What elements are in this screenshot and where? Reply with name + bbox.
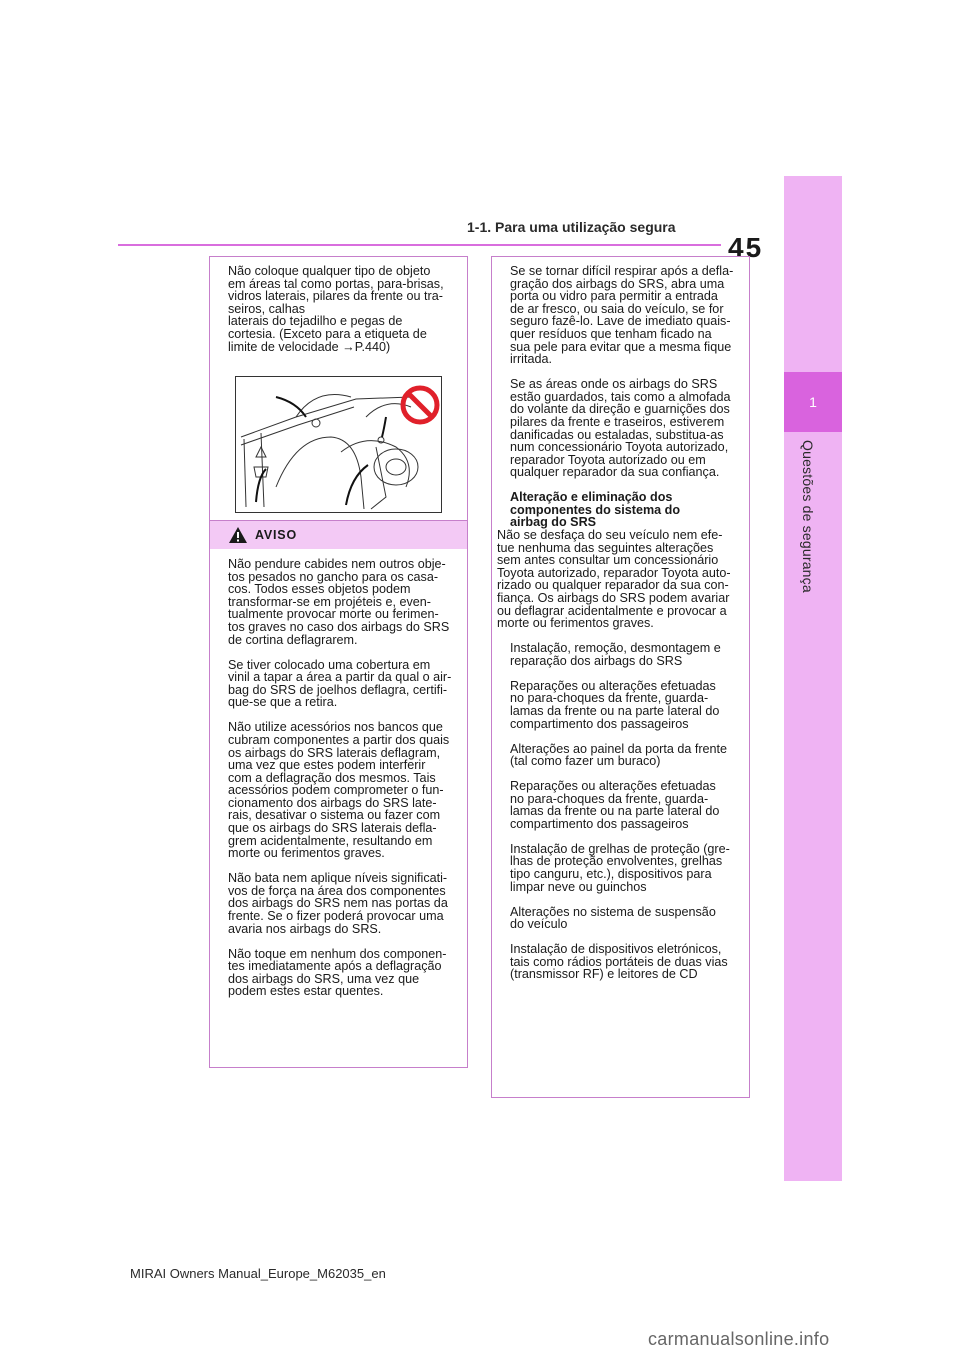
text-line: lamas da frente ou na parte lateral do bbox=[510, 703, 720, 718]
text-line: reparador Toyota autorizado ou em bbox=[510, 452, 706, 467]
text-line: sem antes consultar um concessionário bbox=[497, 553, 719, 568]
interior-drawing-icon bbox=[236, 377, 441, 512]
text-line: Não utilize acessórios nos bancos que bbox=[228, 720, 443, 735]
text-line: em áreas tal como portas, para-brisas, bbox=[228, 276, 444, 291]
text-line: morte ou ferimentos graves. bbox=[228, 846, 385, 861]
text-line: frente. Se o fizer poderá provocar uma bbox=[228, 909, 444, 924]
text-line: no para-choques da frente, guarda- bbox=[510, 691, 709, 706]
warning-paragraph bbox=[228, 659, 451, 709]
text-line: tue nenhuma das seguintes alterações bbox=[497, 540, 714, 555]
text-line: irritada. bbox=[510, 352, 552, 367]
text-line: compartimento dos passageiros bbox=[510, 716, 689, 731]
text-line: airbag do SRS bbox=[510, 515, 597, 530]
text-line: fiança. Os airbags do SRS podem avariar bbox=[497, 591, 730, 606]
text-line: morte ou ferimentos graves. bbox=[497, 616, 654, 631]
warning-paragraph bbox=[228, 948, 451, 998]
chapter-side-tab bbox=[784, 176, 842, 1181]
text-line: do veículo bbox=[510, 917, 568, 932]
text-line: podem estes estar quentes. bbox=[228, 984, 384, 999]
modification-paragraph bbox=[497, 529, 733, 630]
text-line: num concessionário Toyota autorizado, bbox=[510, 440, 729, 455]
text-line: Alterações no sistema de suspensão bbox=[510, 904, 716, 919]
text-line: ou deflagrar acidentalmente e provocar a bbox=[497, 603, 727, 618]
modification-list-item bbox=[510, 906, 733, 931]
text-line: tualmente provocar morte ou ferimen- bbox=[228, 607, 439, 622]
text-line: grem acidentalmente, resultando em bbox=[228, 833, 433, 848]
text-line: tipo canguru, etc.), dispositivos para bbox=[510, 867, 712, 882]
text-line: Instalação de grelhas de proteção (gre- bbox=[510, 841, 730, 856]
text-line: dos airbags do SRS, uma vez que bbox=[228, 971, 420, 986]
text-line: bag do SRS de joelhos deflagra, certifi- bbox=[228, 682, 448, 697]
text-line: Não bata nem aplique níveis significati- bbox=[228, 871, 448, 886]
text-line: estão guardados, tais como a almofada bbox=[510, 389, 731, 404]
text-line: no para-choques da frente, guarda- bbox=[510, 791, 709, 806]
chapter-number-tab: 1 bbox=[784, 372, 842, 432]
page-number: 45 bbox=[728, 232, 764, 263]
text-line: lhas de proteção envolventes, grelhas bbox=[510, 854, 723, 869]
text-line: danificadas ou estaladas, substitua-as bbox=[510, 427, 724, 442]
modification-list-item bbox=[510, 843, 733, 893]
text-line: Não pendure cabides nem outros obje- bbox=[228, 557, 446, 571]
text-line: que-se que a retira. bbox=[228, 695, 338, 710]
text-line: Alterações ao painel da porta da frente bbox=[510, 741, 728, 756]
text-line: Instalação, remoção, desmontagem e bbox=[510, 641, 721, 656]
damage-paragraph bbox=[510, 378, 733, 479]
chapter-title: Questões de segurança bbox=[800, 440, 816, 593]
modification-list-item bbox=[510, 743, 733, 768]
modification-list-item bbox=[510, 943, 733, 981]
text-line: tes imediatamente após a deflagração bbox=[228, 959, 442, 974]
text-line: cos. Todos esses objetos podem bbox=[228, 582, 411, 597]
text-line: acessórios podem comprometer o fun- bbox=[228, 783, 444, 798]
warning-header-bar bbox=[210, 521, 467, 549]
text-line: laterais do tejadilho e pegas de bbox=[228, 314, 403, 329]
text-line: Não toque em nenhum dos componen- bbox=[228, 946, 447, 961]
text-line: porta ou vidro para permitir a entrada bbox=[510, 289, 718, 304]
text-line: cubram componentes a partir dos quais bbox=[228, 732, 450, 747]
text-line: vos de força na área dos componentes bbox=[228, 883, 446, 898]
text-line: lamas da frente ou na parte lateral do bbox=[510, 804, 720, 819]
text-line: limite de velocidade →P.440) bbox=[228, 339, 391, 354]
text-line: seguro fazê-lo. Lave de imediato quais- bbox=[510, 314, 731, 329]
text-line: quer resíduos que tenham ficado na bbox=[510, 326, 712, 341]
text-line: avaria nos airbags do SRS. bbox=[228, 921, 382, 936]
manual-footer: MIRAI Owners Manual_Europe_M62035_en bbox=[130, 1266, 386, 1281]
text-line: Instalação de dispositivos eletrónicos, bbox=[510, 942, 722, 957]
text-line: gração dos airbags do SRS, abra uma bbox=[510, 276, 725, 291]
text-line: (tal como fazer um buraco) bbox=[510, 754, 661, 769]
text-line: sua pele para evitar que a mesma fique bbox=[510, 339, 732, 354]
text-line: tos pesados no gancho para os casa- bbox=[228, 569, 439, 584]
warning-label: AVISO bbox=[255, 528, 297, 542]
text-line: (transmissor RF) e leitores de CD bbox=[510, 967, 698, 982]
breathing-paragraph bbox=[510, 265, 733, 366]
text-line: tos graves no caso dos airbags do SRS bbox=[228, 619, 450, 634]
text-line: Se tiver colocado uma cobertura em bbox=[228, 657, 431, 672]
text-line: do volante da direção e guarnições dos bbox=[510, 402, 730, 417]
text-line: Não coloque qualquer tipo de objeto bbox=[228, 264, 431, 278]
modification-subheading bbox=[510, 491, 733, 529]
text-line: qualquer reparador da sua confiança. bbox=[510, 465, 720, 480]
text-line: pilares da frente e traseiros, estiverem bbox=[510, 414, 725, 429]
text-line: rizado ou qualquer reparador da sua con- bbox=[497, 578, 729, 593]
text-line: uma vez que estes podem interferir bbox=[228, 758, 426, 773]
text-line: cionamento dos airbags do SRS late- bbox=[228, 795, 437, 810]
warning-triangle-icon bbox=[228, 526, 248, 544]
text-line: de cortina deflagrarem. bbox=[228, 632, 358, 647]
text-line: cortesia. (Exceto para a etiqueta de bbox=[228, 326, 427, 341]
text-line: Reparações ou alterações efetuadas bbox=[510, 779, 716, 794]
warning-paragraph bbox=[228, 721, 451, 860]
text-line: componentes do sistema do bbox=[510, 502, 681, 517]
intro-paragraph bbox=[228, 265, 444, 353]
text-line: seiros, calhas bbox=[228, 301, 305, 316]
text-line: Não se desfaça do seu veículo nem efe- bbox=[497, 528, 723, 543]
warning-paragraph bbox=[228, 558, 451, 646]
cabin-illustration bbox=[235, 376, 442, 513]
modification-list-item bbox=[510, 780, 733, 830]
warning-paragraphs bbox=[228, 558, 451, 1010]
text-line: com a deflagração dos mesmos. Tais bbox=[228, 770, 436, 785]
text-line: vidros laterais, pilares da frente ou tra- bbox=[228, 289, 443, 304]
text-line: transformar-se em projéteis e, even- bbox=[228, 594, 431, 609]
text-line: vinil a tapar a área a partir da qual o air- bbox=[228, 670, 452, 685]
object-placement-note bbox=[228, 265, 444, 353]
text-line: Alteração e eliminação dos bbox=[510, 490, 673, 505]
text-line: dos airbags do SRS nem nas portas da bbox=[228, 896, 448, 911]
text-line: Se as áreas onde os airbags do SRS bbox=[510, 377, 718, 392]
warning-paragraph bbox=[228, 872, 451, 935]
modification-list-item bbox=[510, 680, 733, 730]
header-divider bbox=[118, 244, 721, 246]
text-line: Reparações ou alterações efetuadas bbox=[510, 678, 716, 693]
modification-list-item bbox=[510, 642, 733, 667]
text-line: que os airbags do SRS laterais defla- bbox=[228, 821, 437, 836]
text-line: reparação dos airbags do SRS bbox=[510, 653, 683, 668]
text-line: Se se tornar difícil respirar após a defla- bbox=[510, 264, 734, 278]
text-line: Toyota autorizado, reparador Toyota auto- bbox=[497, 565, 731, 580]
text-line: de ar fresco, ou saia do veículo, se for bbox=[510, 301, 724, 316]
text-line: tais como rádios portáteis de duas vias bbox=[510, 954, 728, 969]
text-line: rais, desativar o sistema ou fazer com bbox=[228, 808, 441, 823]
text-line: limpar neve ou guinchos bbox=[510, 879, 647, 894]
text-line: os airbags do SRS laterais deflagram, bbox=[228, 745, 441, 760]
srs-caution-content bbox=[497, 265, 733, 993]
watermark: carmanualsonline.info bbox=[648, 1329, 830, 1349]
section-title: 1-1. Para uma utilização segura bbox=[467, 219, 676, 235]
text-line: compartimento dos passageiros bbox=[510, 816, 689, 831]
